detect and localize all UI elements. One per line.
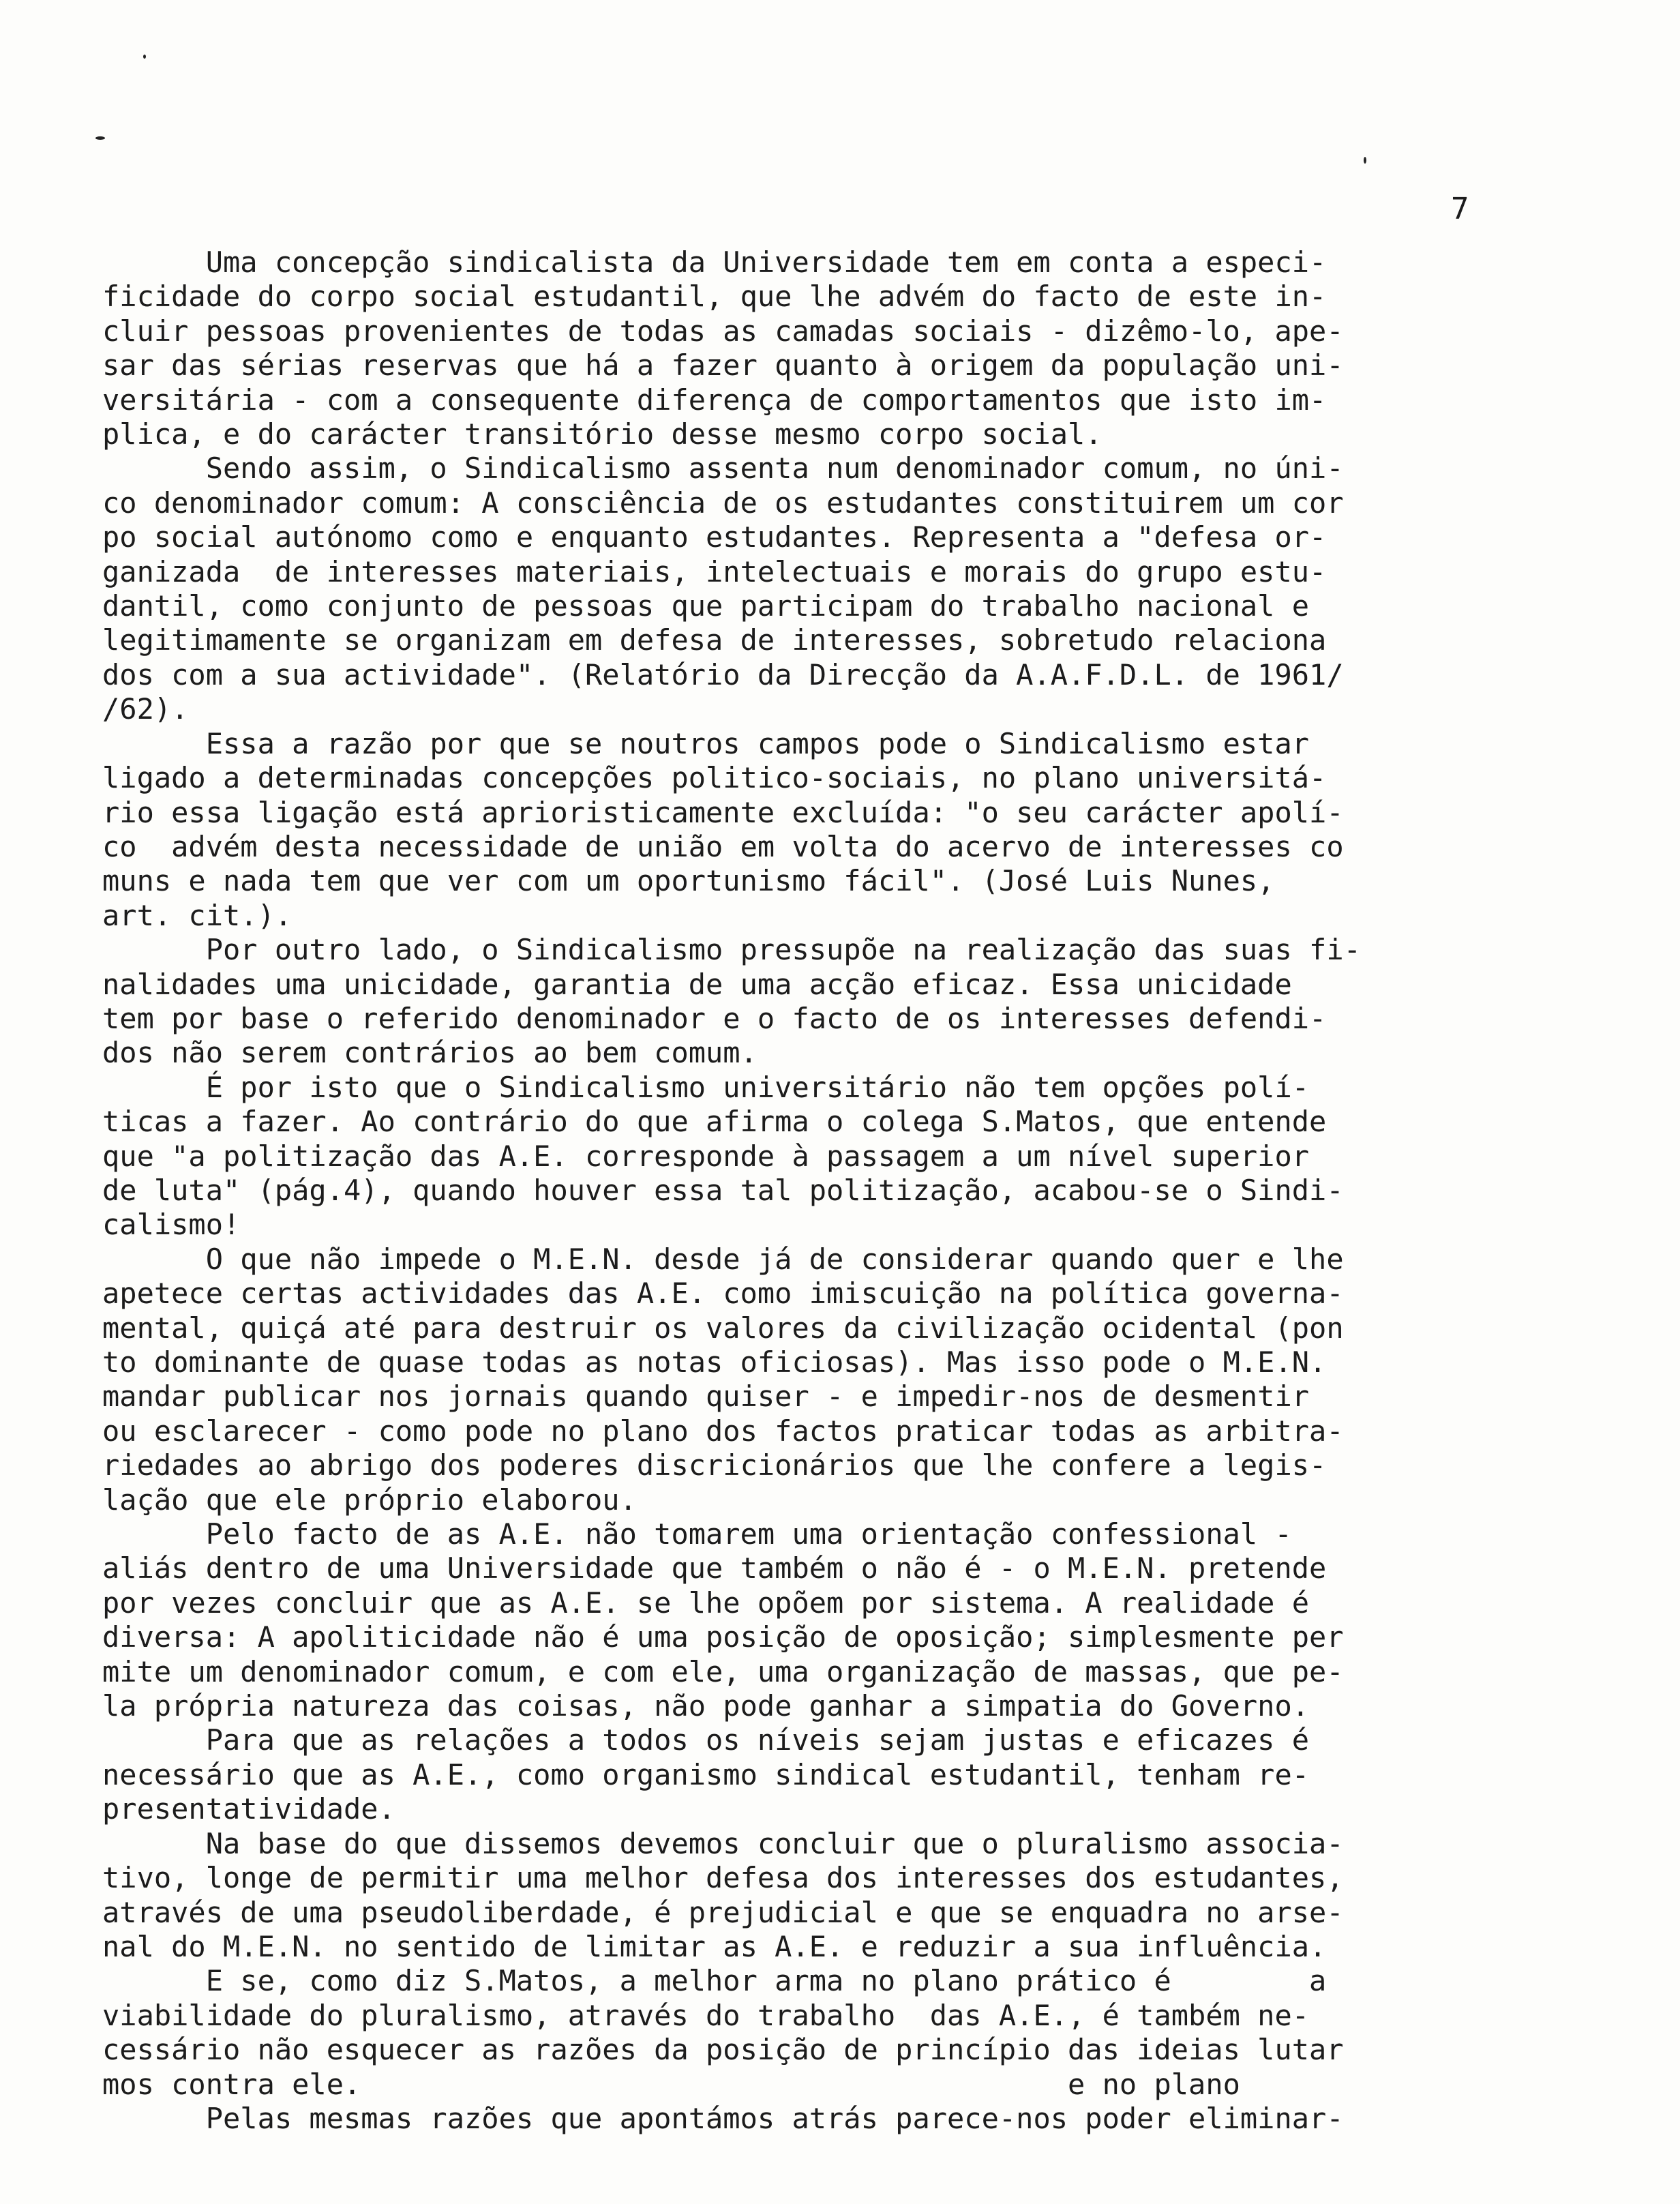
- text-line: sar das sérias reservas que há a fazer quanto à origem da população uni-: [102, 348, 1344, 383]
- text-line: O que não impede o M.E.N. desde já de considerar quando quer e lhe: [102, 1242, 1344, 1276]
- text-line: co denominador comum: A consciência de os estudantes constituirem um cor: [102, 486, 1344, 520]
- text-line: que "a politização das A.E. corresponde à passagem a um nível superior: [102, 1139, 1310, 1173]
- text-line: mental, quiçá até para destruir os valores da civilização ocidental (pon: [102, 1311, 1344, 1345]
- text-line: Por outro lado, o Sindicalismo pressupõe na realização das suas fi-: [102, 933, 1361, 967]
- text-line: dos não serem contrários ao bem comum.: [102, 1036, 758, 1070]
- text-line: Na base do que dissemos devemos concluir que o pluralismo associa-: [102, 1826, 1344, 1860]
- text-line: apetece certas actividades das A.E. como imiscuição na política governa-: [102, 1277, 1344, 1311]
- text-line: nal do M.E.N. no sentido de limitar as A.E. e reduzir a sua influência.: [102, 1929, 1327, 1963]
- scan-speck: [143, 55, 146, 59]
- scan-speck: [1364, 157, 1366, 164]
- text-line: de luta" (pág.4), quando houver essa tal politização, acabou-se o Sindi-: [102, 1173, 1344, 1207]
- page-number: 7: [1451, 192, 1469, 226]
- text-line: Uma concepção sindicalista da Universidade tem em conta a especi-: [102, 245, 1327, 279]
- text-line: Essa a razão por que se noutros campos pode o Sindicalismo estar: [102, 726, 1310, 760]
- text-line: riedades ao abrigo dos poderes discricionários que lhe confere a legis-: [102, 1448, 1327, 1483]
- text-line: nalidades uma unicidade, garantia de uma acção eficaz. Essa unicidade: [102, 967, 1292, 1001]
- text-line: mite um denominador comum, e com ele, uma organização de massas, que pe-: [102, 1654, 1344, 1688]
- text-line: cluir pessoas provenientes de todas as camadas sociais - dizêmo-lo, ape-: [102, 314, 1344, 348]
- text-line: ganizada de interesses materiais, intelectuais e morais do grupo estu-: [102, 554, 1327, 589]
- text-line: ficidade do corpo social estudantil, que lhe advém do facto de este in-: [102, 280, 1327, 314]
- text-line: lação que ele próprio elaborou.: [102, 1483, 637, 1517]
- text-line: /62).: [102, 692, 189, 726]
- text-line: mos contra ele. e no plano: [102, 2067, 1240, 2101]
- text-line: Pelo facto de as A.E. não tomarem uma orientação confessional -: [102, 1517, 1292, 1551]
- text-line: Sendo assim, o Sindicalismo assenta num denominador comum, no úni-: [102, 451, 1344, 486]
- text-line: cessário não esquecer as razões da posição de princípio das ideias lutar: [102, 2033, 1344, 2067]
- body-text: [102, 245, 1589, 2136]
- text-line: aliás dentro de uma Universidade que também o não é - o M.E.N. pretende: [102, 1551, 1327, 1585]
- text-line: É por isto que o Sindicalismo universitário não tem opções polí-: [102, 1070, 1310, 1104]
- text-line: plica, e do carácter transitório desse mesmo corpo social.: [102, 417, 1102, 451]
- text-line: art. cit.).: [102, 898, 292, 932]
- text-line: tivo, longe de permitir uma melhor defesa dos interesses dos estudantes,: [102, 1861, 1344, 1895]
- text-line: muns e nada tem que ver com um oportunismo fácil". (José Luis Nunes,: [102, 864, 1275, 898]
- text-line: através de uma pseudoliberdade, é prejudicial e que se enquadra no arse-: [102, 1895, 1344, 1929]
- text-line: calismo!: [102, 1208, 241, 1242]
- text-line: la própria natureza das coisas, não pode ganhar a simpatia do Governo.: [102, 1689, 1310, 1723]
- text-line: diversa: A apoliticidade não é uma posição de oposição; simplesmente per: [102, 1620, 1344, 1654]
- text-line: necessário que as A.E., como organismo sindical estudantil, tenham re-: [102, 1757, 1310, 1791]
- text-line: rio essa ligação está aprioristicamente excluída: "o seu carácter apolí-: [102, 795, 1344, 829]
- text-line: mandar publicar nos jornais quando quiser - e impedir-nos de desmentir: [102, 1380, 1310, 1414]
- text-line: legitimamente se organizam em defesa de interesses, sobretudo relaciona: [102, 623, 1327, 657]
- text-line: tem por base o referido denominador e o facto de os interesses defendi-: [102, 1001, 1327, 1035]
- text-line: dos com a sua actividade". (Relatório da Direcção da A.A.F.D.L. de 1961/: [102, 657, 1344, 691]
- text-line: Para que as relações a todos os níveis sejam justas e eficazes é: [102, 1723, 1310, 1757]
- text-line: por vezes concluir que as A.E. se lhe opõem por sistema. A realidade é: [102, 1585, 1310, 1620]
- text-line: versitária - com a consequente diferença de comportamentos que isto im-: [102, 383, 1327, 417]
- text-line: dantil, como conjunto de pessoas que participam do trabalho nacional e: [102, 589, 1310, 623]
- text-line: po social autónomo como e enquanto estudantes. Representa a "defesa or-: [102, 520, 1327, 554]
- text-line: ou esclarecer - como pode no plano dos factos praticar todas as arbitra-: [102, 1414, 1344, 1448]
- text-line: ticas a fazer. Ao contrário do que afirma o colega S.Matos, que entende: [102, 1105, 1327, 1139]
- text-line: ligado a determinadas concepções politico-sociais, no plano universitá-: [102, 761, 1327, 795]
- text-line: co advém desta necessidade de união em volta do acervo de interesses co: [102, 829, 1344, 863]
- scan-speck: [95, 136, 105, 140]
- text-line: viabilidade do pluralismo, através do trabalho das A.E., é também ne-: [102, 1998, 1310, 2032]
- text-line: to dominante de quase todas as notas oficiosas). Mas isso pode o M.E.N.: [102, 1345, 1327, 1379]
- text-line: Pelas mesmas razões que apontámos atrás parece-nos poder eliminar-: [102, 2101, 1344, 2135]
- text-line: presentatividade.: [102, 1792, 395, 1826]
- text-line: E se, como diz S.Matos, a melhor arma no plano prático é a: [102, 1964, 1327, 1998]
